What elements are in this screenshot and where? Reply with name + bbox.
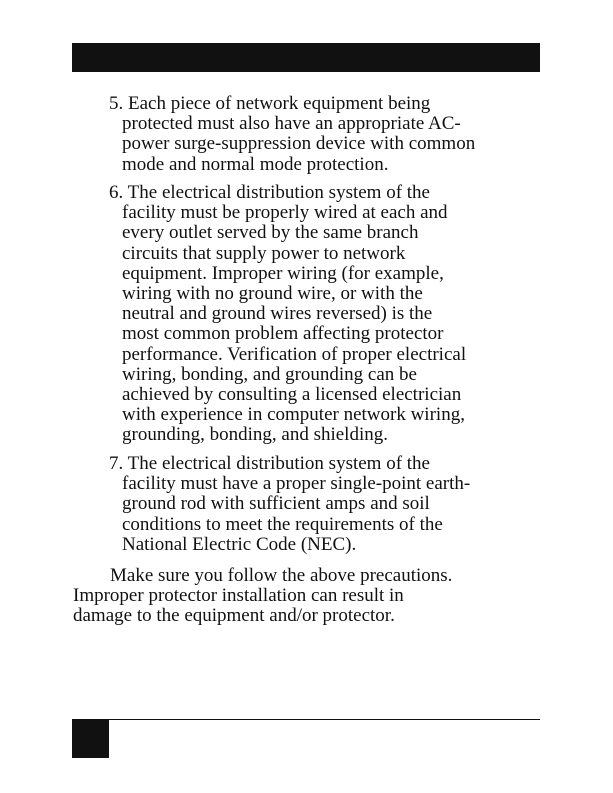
item-6-line-12: with experience in computer network wiring, bbox=[122, 404, 465, 426]
page-number-block bbox=[72, 720, 109, 758]
item-5-line-1: 5. Each piece of network equipment being bbox=[109, 93, 431, 114]
item-6-line-2: facility must be properly wired at each and bbox=[122, 202, 448, 224]
item-5-line-3: power surge-suppression device with common bbox=[122, 133, 476, 155]
closing-line-1: Make sure you follow the above precautions. bbox=[110, 565, 453, 586]
item-6-line-3: every outlet served by the same branch bbox=[122, 222, 419, 244]
item-6-line-9: performance. Verification of proper electrical bbox=[122, 343, 467, 365]
item-6-line-8: most common problem affecting protector bbox=[122, 323, 444, 345]
header-bar bbox=[72, 43, 540, 72]
item-7-line-2: facility must have a proper single-point earth- bbox=[122, 473, 471, 495]
item-6-line-1: 6. The electrical distribution system of the bbox=[109, 182, 430, 203]
item-6-line-4: circuits that supply power to network bbox=[122, 242, 406, 264]
list-item-6 bbox=[109, 183, 539, 446]
closing-paragraph bbox=[73, 566, 539, 627]
item-7-line-3: ground rod with sufficient amps and soil bbox=[122, 493, 430, 515]
item-6-line-11: achieved by consulting a licensed electrician bbox=[122, 384, 462, 406]
item-5-line-2: protected must also have an appropriate AC- bbox=[122, 113, 461, 135]
item-6-line-7: neutral and ground wires reversed) is the bbox=[122, 303, 433, 325]
closing-line-3: damage to the equipment and/or protector. bbox=[73, 605, 395, 627]
item-6-line-6: wiring with no ground wire, or with the bbox=[122, 283, 423, 305]
closing-line-2: Improper protector installation can result in bbox=[73, 585, 404, 607]
item-6-line-13: grounding, bonding, and shielding. bbox=[122, 424, 388, 446]
item-6-line-10: wiring, bonding, and grounding can be bbox=[122, 363, 417, 385]
list-item-7 bbox=[109, 454, 539, 555]
list-item-5 bbox=[109, 94, 539, 175]
item-7-line-5: National Electric Code (NEC). bbox=[122, 533, 357, 555]
item-5-line-4: mode and normal mode protection. bbox=[122, 153, 389, 175]
item-7-line-4: conditions to meet the requirements of the bbox=[122, 513, 443, 535]
item-6-line-5: equipment. Improper wiring (for example, bbox=[122, 262, 444, 284]
footer-rule bbox=[72, 719, 540, 720]
item-7-line-1: 7. The electrical distribution system of the bbox=[109, 453, 430, 474]
